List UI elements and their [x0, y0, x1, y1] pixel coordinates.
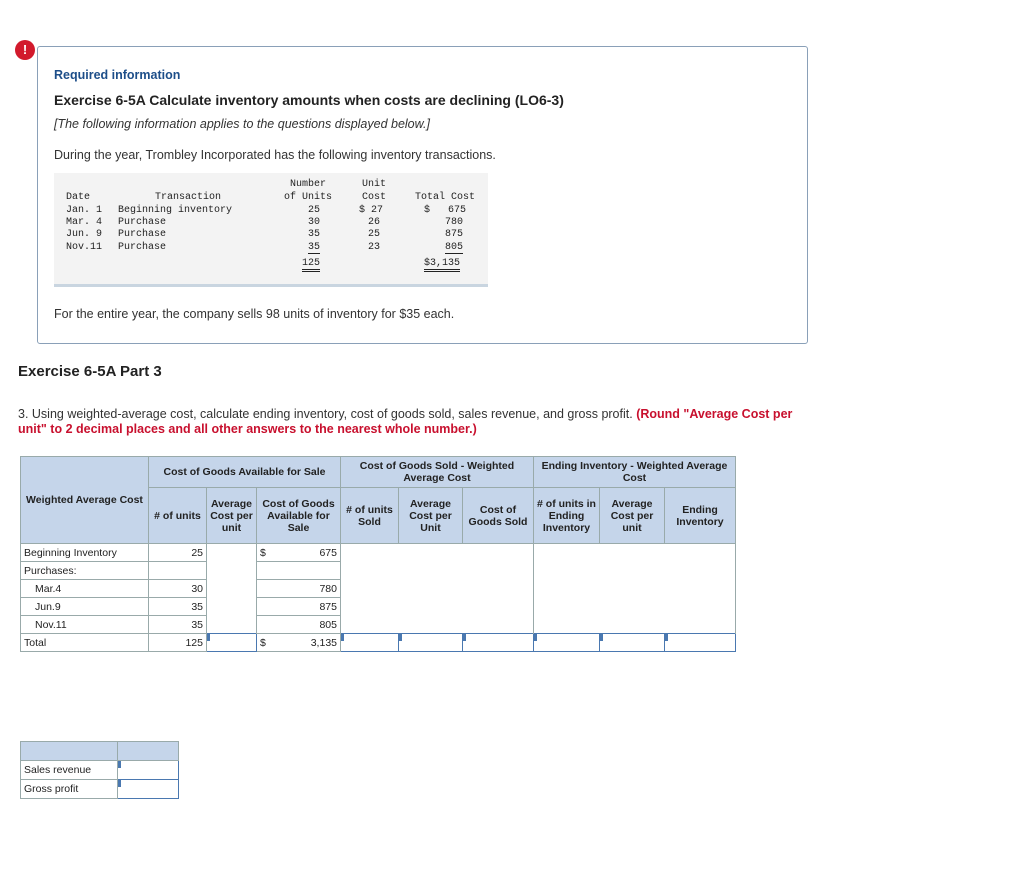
- info-note: [The following information applies to the questions displayed below.]: [54, 117, 430, 131]
- intro-text: During the year, Trombley Incorporated has the following inventory transactions.: [54, 148, 496, 162]
- header-cost-top: Unit: [362, 179, 387, 190]
- avg-cost-cell: [207, 616, 257, 634]
- units-cell: 35: [149, 598, 207, 616]
- col-header-cogs: Cost of Goods Sold: [463, 488, 534, 544]
- sales-revenue-label: Sales revenue: [21, 761, 118, 780]
- row-transaction: Purchase: [118, 242, 167, 253]
- table-row: [21, 761, 179, 780]
- avg-cost-cell: [207, 562, 257, 580]
- row-total: 875: [445, 229, 464, 240]
- required-info-label: Required information: [54, 68, 181, 82]
- col-header-avg-cost: Average Cost per unit: [207, 488, 257, 544]
- avg-cost-cell: [207, 544, 257, 562]
- col-header-units: # of units: [149, 488, 207, 544]
- table-row: [21, 544, 736, 562]
- col-header-units-sold: # of units Sold: [341, 488, 399, 544]
- gross-profit-label: Gross profit: [21, 780, 118, 799]
- question-text: [18, 407, 818, 437]
- cost-cell: 3,135: [291, 634, 341, 652]
- cost-cell: 805: [257, 616, 341, 634]
- col-header-avg-cost-unit: Average Cost per Unit: [399, 488, 463, 544]
- units-sold-input[interactable]: [341, 634, 399, 652]
- sales-info-text: For the entire year, the company sells 98 units of inventory for $35 each.: [54, 307, 455, 321]
- header-date: Date: [66, 192, 91, 203]
- units-cell: [149, 562, 207, 580]
- row-total: 805: [445, 242, 464, 253]
- header-transaction: Transaction: [155, 192, 222, 203]
- sales-revenue-input[interactable]: [118, 761, 179, 780]
- row-unit-cost: $ 27: [359, 205, 384, 216]
- cost-cell: 675: [291, 544, 341, 562]
- header-units-bottom: of Units: [284, 192, 333, 203]
- row-date: Jan. 1: [66, 205, 103, 216]
- cost-cell: 875: [257, 598, 341, 616]
- rounding-instruction: (Round "Average Cost per unit" to 2 decimal places and all other answers to the nearest whole number.): [18, 407, 793, 436]
- col-header-units-ending: # of units in Ending Inventory: [534, 488, 600, 544]
- header-cost-bottom: Cost: [362, 192, 387, 203]
- header-total: Total Cost: [415, 192, 476, 203]
- units-cell: 30: [149, 580, 207, 598]
- row-transaction: Beginning inventory: [118, 205, 233, 216]
- units-cell: 35: [149, 616, 207, 634]
- inventory-table-rule: [54, 284, 488, 287]
- cogs-blank-area: [341, 544, 534, 634]
- cost-cell: 780: [257, 580, 341, 598]
- row-label: Jun.9: [21, 598, 149, 616]
- table-row: [21, 780, 179, 799]
- row-unit-cost: 26: [368, 217, 381, 228]
- row-units: 30: [308, 217, 321, 228]
- avg-cost-ending-input[interactable]: [600, 634, 665, 652]
- ending-group-header: Ending Inventory - Weighted Average Cost: [534, 457, 736, 488]
- avg-cost-sold-input[interactable]: [399, 634, 463, 652]
- summary-header-value: [118, 742, 179, 761]
- row-unit-cost: 23: [368, 242, 381, 253]
- row-units: 35: [308, 229, 321, 240]
- col-header-avg-cost-unit-ending: Average Cost per unit: [600, 488, 665, 544]
- weighted-average-worksheet: [20, 456, 736, 652]
- inventory-total-units: 125: [302, 258, 320, 272]
- summary-header-label: [21, 742, 118, 761]
- row-date: Nov.11: [66, 242, 103, 253]
- row-date: Mar. 4: [66, 217, 103, 228]
- dollar-sign: $: [257, 634, 291, 652]
- row-total: 780: [445, 217, 464, 228]
- row-total: $ 675: [424, 205, 467, 216]
- row-date: Jun. 9: [66, 229, 103, 240]
- row-label: Purchases:: [21, 562, 149, 580]
- part-title: Exercise 6-5A Part 3: [18, 363, 162, 380]
- row-units: 25: [308, 205, 321, 216]
- question-body: 3. Using weighted-average cost, calculate ending inventory, cost of goods sold, sales revenue, and gross profit.: [18, 407, 633, 421]
- sales-gross-profit-table: [20, 741, 179, 799]
- row-label: Nov.11: [21, 616, 149, 634]
- alert-icon: !: [15, 40, 35, 60]
- col-header-ending-inventory: Ending Inventory: [665, 488, 736, 544]
- available-group-header: Cost of Goods Available for Sale: [149, 457, 341, 488]
- ending-blank-area: [534, 544, 736, 634]
- worksheet-corner-header: Weighted Average Cost: [21, 457, 149, 544]
- row-label: Total: [21, 634, 149, 652]
- row-transaction: Purchase: [118, 229, 167, 240]
- row-units: 35: [308, 242, 321, 253]
- table-row: [21, 634, 736, 652]
- header-units-top: Number: [290, 179, 327, 190]
- cost-cell: [257, 562, 341, 580]
- gross-profit-input[interactable]: [118, 780, 179, 799]
- inventory-total-cost: $3,135: [424, 258, 460, 272]
- row-unit-cost: 25: [368, 229, 381, 240]
- avg-cost-cell: [207, 598, 257, 616]
- row-label: Beginning Inventory: [21, 544, 149, 562]
- row-transaction: Purchase: [118, 217, 167, 228]
- ending-inventory-input[interactable]: [665, 634, 736, 652]
- units-ending-input[interactable]: [534, 634, 600, 652]
- cogs-input[interactable]: [463, 634, 534, 652]
- units-cell: 25: [149, 544, 207, 562]
- col-header-cogas: Cost of Goods Available for Sale: [257, 488, 341, 544]
- avg-cost-per-unit-input[interactable]: [207, 634, 257, 652]
- units-cell: 125: [149, 634, 207, 652]
- exercise-title: Exercise 6-5A Calculate inventory amounts when costs are declining (LO6-3): [54, 92, 564, 108]
- dollar-sign: $: [257, 544, 291, 562]
- avg-cost-cell: [207, 580, 257, 598]
- row-label: Mar.4: [21, 580, 149, 598]
- sold-group-header: Cost of Goods Sold - Weighted Average Cost: [341, 457, 534, 488]
